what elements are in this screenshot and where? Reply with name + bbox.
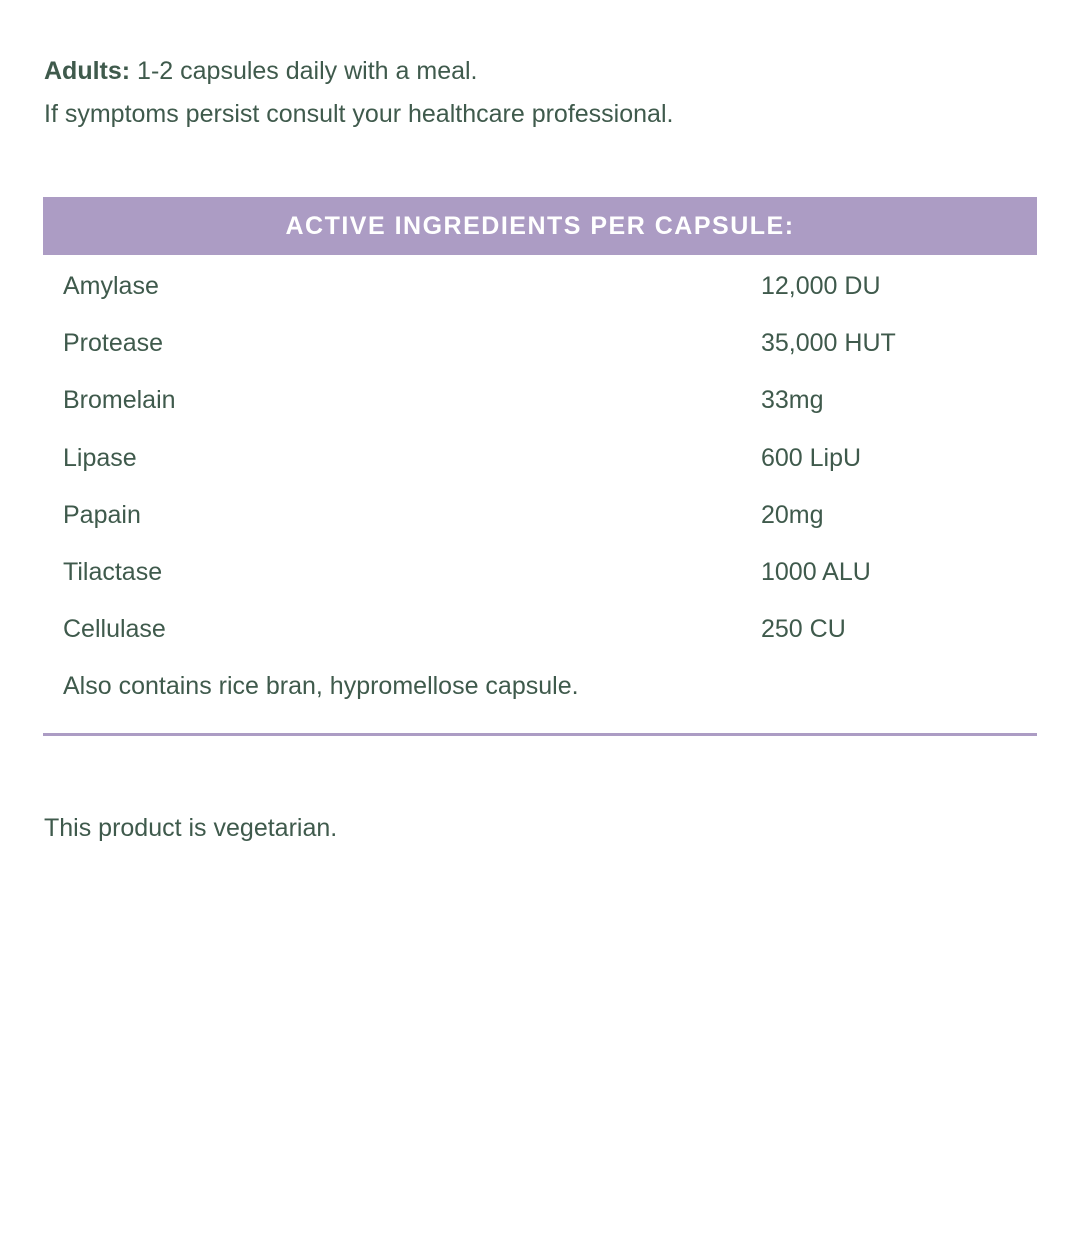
panel-bottom-divider — [43, 733, 1037, 736]
ingredient-amount: 1000 ALU — [761, 558, 871, 587]
dosage-line — [44, 50, 673, 93]
ingredient-name: Bromelain — [63, 386, 176, 415]
ingredient-row — [43, 430, 1037, 487]
vegetarian-note: This product is vegetarian. — [44, 814, 338, 842]
dosage-instructions — [44, 50, 673, 136]
ingredient-row — [43, 544, 1037, 601]
dosage-text: 1-2 capsules daily with a meal. — [130, 57, 478, 85]
ingredient-amount: 600 LipU — [761, 443, 862, 472]
ingredients-header: ACTIVE INGREDIENTS PER CAPSULE: — [43, 197, 1037, 255]
ingredient-name: Papain — [63, 500, 141, 529]
ingredient-amount: 250 CU — [761, 615, 846, 644]
ingredient-amount: 20mg — [761, 500, 824, 529]
also-contains-note: Also contains rice bran, hypromellose capsule. — [63, 672, 579, 701]
dosage-warning: If symptoms persist consult your healthcare professional. — [44, 100, 674, 128]
ingredient-name: Tilactase — [63, 558, 163, 587]
ingredient-row — [43, 372, 1037, 429]
ingredient-amount: 33mg — [761, 386, 824, 415]
ingredient-amount: 12,000 DU — [761, 272, 881, 301]
ingredient-name: Cellulase — [63, 615, 166, 644]
ingredient-row — [43, 315, 1037, 372]
ingredient-amount: 35,000 HUT — [761, 329, 896, 358]
ingredient-row — [43, 258, 1037, 315]
ingredient-name: Amylase — [63, 272, 159, 301]
ingredients-list — [43, 255, 1037, 715]
dosage-label: Adults: — [44, 57, 131, 85]
ingredient-name: Protease — [63, 329, 164, 358]
ingredient-row — [43, 601, 1037, 658]
ingredient-row — [43, 487, 1037, 544]
ingredients-panel — [43, 197, 1037, 715]
ingredient-name: Lipase — [63, 443, 137, 472]
